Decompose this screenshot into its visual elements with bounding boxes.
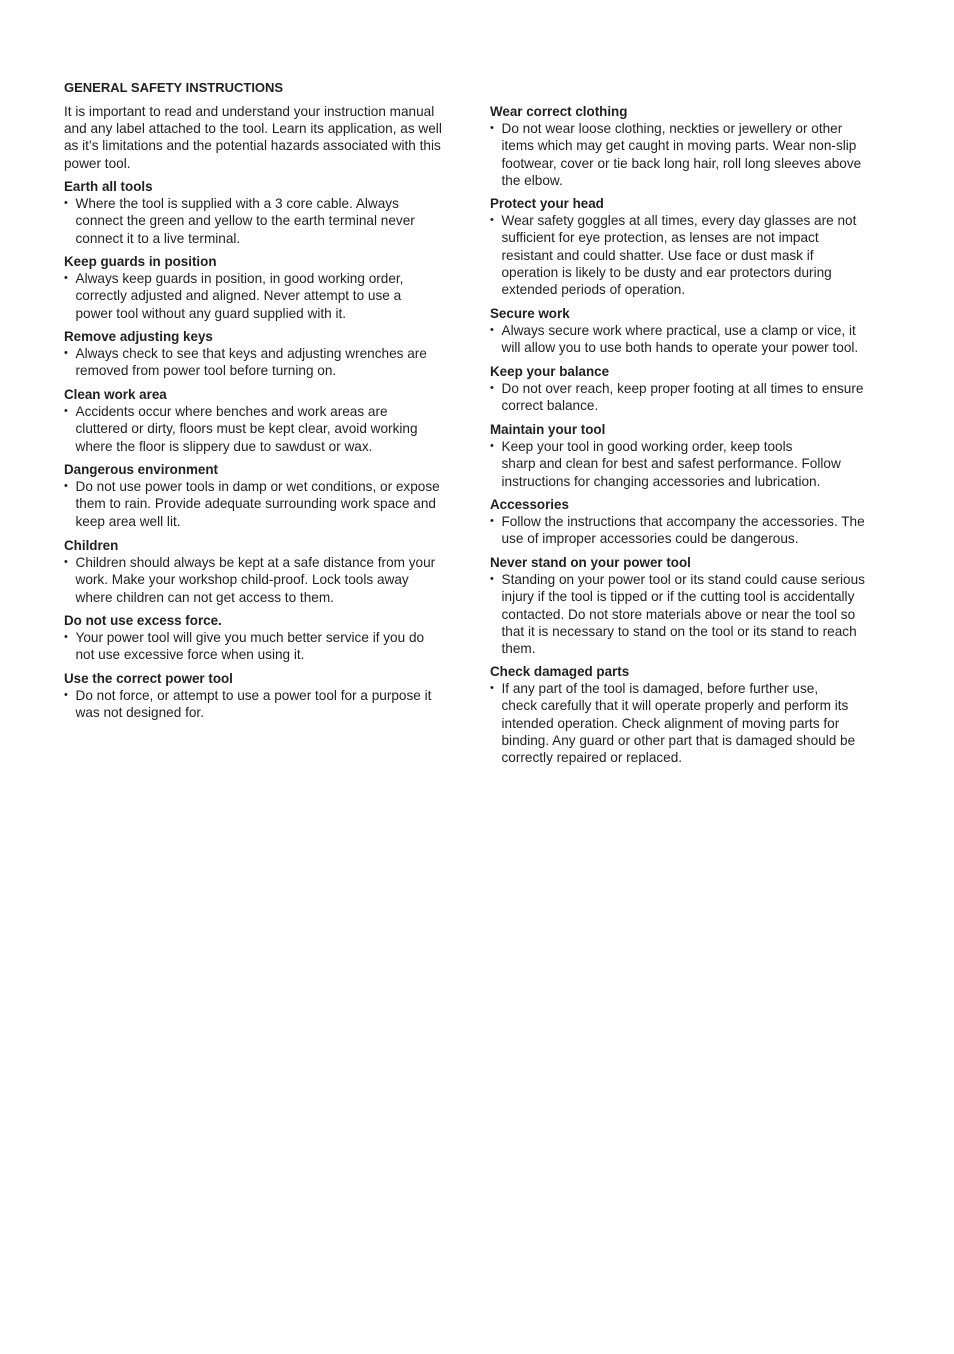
bullet-item (490, 212, 890, 298)
bullet-icon: • (490, 440, 494, 453)
bullet-text-line: footwear, cover or tie back long hair, roll long sleeves above (501, 155, 862, 171)
bullet-icon: • (64, 631, 68, 644)
section-heading: Dangerous environment (64, 462, 219, 477)
bullet-text-line: Children should always be kept at a safe distance from your (75, 555, 436, 571)
bullet-text-line: Wear safety goggles at all times, every day glasses are not (501, 213, 857, 229)
intro-line: and any label attached to the tool. Learn its application, as well (64, 121, 442, 137)
bullet-text-line: keep area well lit. (75, 513, 181, 529)
bullet-icon: • (64, 197, 68, 210)
bullet-text-line: intended operation. Check alignment of moving parts for (501, 715, 840, 731)
bullet-text-line: sharp and clean for best and safest performance. Follow (501, 456, 841, 472)
section-never-stand-on-your-power-tool (490, 554, 890, 657)
section-maintain-your-tool (490, 421, 890, 490)
bullet-text-line: Your power tool will give you much better service if you do (75, 630, 425, 646)
bullet-text-line: removed from power tool before turning on. (75, 363, 337, 379)
bullet-text-line: was not designed for. (75, 705, 204, 721)
bullet-icon: • (490, 324, 494, 337)
bullet-item (490, 120, 890, 189)
section-check-damaged-parts (490, 663, 890, 766)
section-heading: Wear correct clothing (490, 104, 628, 119)
bullet-text-line: Always check to see that keys and adjusting wrenches are (75, 346, 427, 362)
bullet-item (64, 629, 464, 663)
bullet-icon: • (64, 480, 68, 493)
bullet-text-line: Do not use power tools in damp or wet conditions, or expose (75, 479, 440, 495)
section-heading: Children (64, 538, 119, 553)
bullet-text-line: the elbow. (501, 172, 563, 188)
section-protect-your-head (490, 195, 890, 298)
bullet-text-line: check carefully that it will operate properly and perform its (501, 698, 849, 714)
bullet-icon: • (490, 382, 494, 395)
bullet-text-line: extended periods of operation. (501, 282, 686, 298)
bullet-text-line: Always keep guards in position, in good working order, (75, 271, 404, 287)
bullet-icon: • (490, 515, 494, 528)
bullet-icon: • (490, 122, 494, 135)
bullet-item (64, 403, 464, 455)
bullet-text-line: connect the green and yellow to the earth terminal never (75, 213, 415, 229)
section-heading: Protect your head (490, 196, 604, 211)
bullet-text-line: not use excessive force when using it. (75, 647, 305, 663)
intro-paragraph (64, 103, 466, 172)
bullet-item (490, 380, 890, 414)
bullet-text-line: power tool without any guard supplied with it. (75, 305, 347, 321)
bullet-text-line: them to rain. Provide adequate surrounding work space and (75, 496, 436, 512)
section-use-the-correct-power-tool (64, 670, 464, 722)
bullet-text-line: Do not over reach, keep proper footing at all times to ensure (501, 381, 864, 397)
section-dangerous-environment (64, 461, 464, 530)
section-heading: Never stand on your power tool (490, 555, 691, 570)
section-children (64, 537, 464, 606)
bullet-text-line: where children can not get access to them. (75, 589, 334, 605)
bullet-text-line: Accidents occur where benches and work areas are (75, 404, 388, 420)
intro-line: It is important to read and understand your instruction manual (64, 104, 435, 119)
section-heading: Remove adjusting keys (64, 329, 213, 344)
section-heading: Do not use excess force. (64, 613, 222, 628)
bullet-icon: • (64, 272, 68, 285)
bullet-icon: • (64, 347, 68, 360)
section-secure-work (490, 305, 890, 357)
section-accessories (490, 496, 890, 548)
page-title: GENERAL SAFETY INSTRUCTIONS (64, 80, 284, 95)
section-do-not-use-excess-force (64, 612, 464, 664)
section-heading: Earth all tools (64, 179, 153, 194)
bullet-text-line: contacted. Do not store materials above or near the tool so (501, 606, 856, 622)
bullet-text-line: Do not wear loose clothing, neckties or jewellery or other (501, 121, 843, 137)
section-keep-guards-in-position (64, 253, 464, 322)
bullet-icon: • (490, 573, 494, 586)
bullet-icon: • (64, 689, 68, 702)
bullet-text-line: If any part of the tool is damaged, before further use, (501, 681, 819, 697)
bullet-item (490, 571, 890, 657)
bullet-text-line: operation is likely to be dusty and ear protectors during (501, 264, 832, 280)
section-heading: Use the correct power tool (64, 671, 233, 686)
section-heading: Secure work (490, 306, 570, 321)
section-heading: Keep guards in position (64, 254, 217, 269)
section-heading: Maintain your tool (490, 422, 606, 437)
bullet-item (490, 680, 890, 766)
bullet-text-line: Keep your tool in good working order, keep tools (501, 439, 793, 455)
bullet-item (64, 687, 464, 721)
bullet-text-line: Standing on your power tool or its stand could cause serious (501, 572, 865, 588)
bullet-text-line: will allow you to use both hands to operate your power tool. (501, 340, 859, 356)
bullet-text-line: Do not force, or attempt to use a power tool for a purpose it (75, 688, 432, 704)
bullet-item (64, 478, 464, 530)
bullet-text-line: where the floor is slippery due to sawdust or wax. (75, 438, 373, 454)
bullet-text-line: Where the tool is supplied with a 3 core cable. Always (75, 196, 399, 212)
bullet-text-line: injury if the tool is tipped or if the cutting tool is accidentally (501, 589, 855, 605)
section-heading: Check damaged parts (490, 664, 630, 679)
bullet-text-line: correct balance. (501, 398, 599, 414)
bullet-item (490, 438, 890, 490)
bullet-icon: • (64, 405, 68, 418)
intro-line: as it’s limitations and the potential hazards associated with this (64, 138, 441, 154)
bullet-text-line: them. (501, 641, 536, 657)
bullet-icon: • (64, 556, 68, 569)
section-remove-adjusting-keys (64, 328, 464, 380)
bullet-text-line: correctly repaired or replaced. (501, 750, 683, 766)
bullet-text-line: instructions for changing accessories and lubrication. (501, 473, 821, 489)
bullet-text-line: connect it to a live terminal. (75, 230, 241, 246)
bullet-text-line: work. Make your workshop child-proof. Lock tools away (75, 572, 409, 588)
bullet-text-line: binding. Any guard or other part that is damaged should be (501, 732, 856, 748)
bullet-icon: • (490, 682, 494, 695)
section-heading: Clean work area (64, 387, 167, 402)
bullet-icon: • (490, 214, 494, 227)
section-clean-work-area (64, 386, 464, 455)
section-heading: Keep your balance (490, 364, 610, 379)
bullet-item (64, 345, 464, 379)
bullet-item (64, 554, 464, 606)
intro-line: power tool. (64, 155, 131, 171)
bullet-item (490, 322, 890, 356)
section-keep-your-balance (490, 363, 890, 415)
bullet-text-line: Follow the instructions that accompany the accessories. The (501, 514, 865, 530)
bullet-item (64, 195, 464, 247)
section-heading: Accessories (490, 497, 569, 512)
bullet-text-line: cluttered or dirty, floors must be kept clear, avoid working (75, 421, 418, 437)
bullet-text-line: items which may get caught in moving parts. Wear non-slip (501, 138, 857, 154)
bullet-text-line: sufficient for eye protection, as lenses are not impact (501, 230, 819, 246)
section-earth-all-tools (64, 178, 464, 247)
bullet-text-line: use of improper accessories could be dangerous. (501, 531, 799, 547)
bullet-text-line: Always secure work where practical, use a clamp or vice, it (501, 323, 856, 339)
bullet-text-line: resistant and could shatter. Use face or dust mask if (501, 247, 814, 263)
section-wear-correct-clothing (490, 103, 890, 189)
bullet-item (64, 270, 464, 322)
bullet-item (490, 513, 890, 547)
bullet-text-line: correctly adjusted and aligned. Never attempt to use a (75, 288, 402, 304)
bullet-text-line: that it is necessary to stand on the tool or its stand to reach (501, 623, 857, 639)
